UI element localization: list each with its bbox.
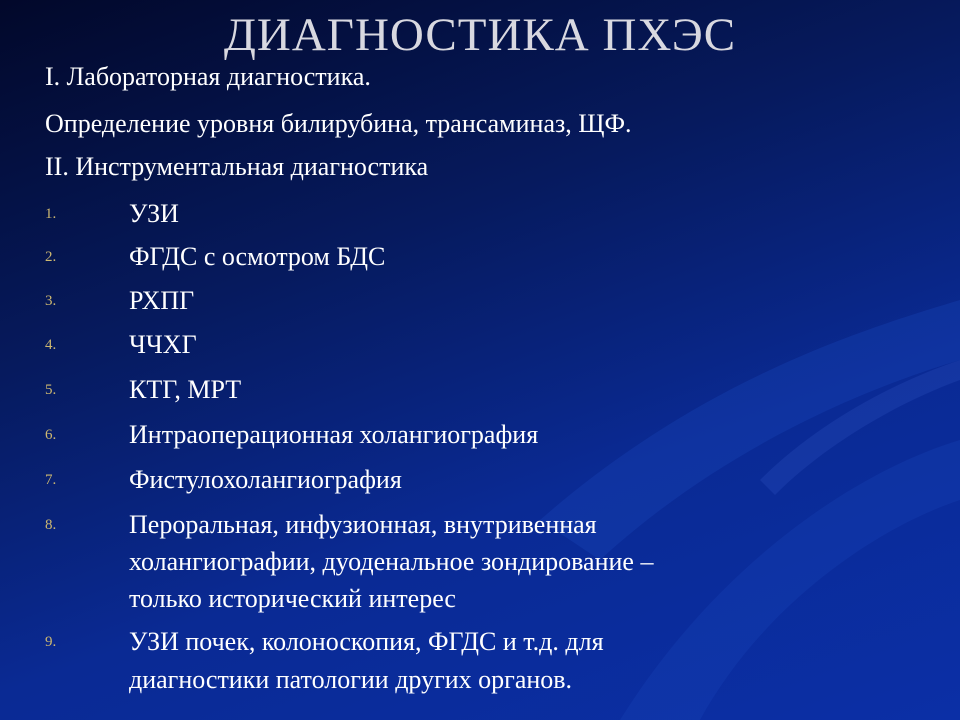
lab-description: Определение уровня билирубина, трансаминаз, ЩФ. <box>45 109 632 138</box>
slide-title: ДИАГНОСТИКА ПХЭС <box>223 9 737 61</box>
list-text: УЗИ почек, колоноскопия, ФГДС и т.д. для <box>129 627 604 656</box>
list-text: только исторический интерес <box>129 584 456 613</box>
list-text: холангиографии, дуоденальное зондирование – <box>129 547 654 576</box>
list-number: 2. <box>45 249 57 265</box>
list-number: 1. <box>45 206 57 222</box>
list-text: ФГДС с осмотром БДС <box>129 242 386 271</box>
list-text: диагностики патологии других органов. <box>129 665 573 694</box>
list-text: ЧЧХГ <box>129 330 197 359</box>
list-number: 6. <box>45 427 57 443</box>
list-number: 4. <box>45 337 57 353</box>
list-number: 5. <box>45 382 57 398</box>
section-instrumental-heading: II. Инструментальная диагностика <box>45 152 429 181</box>
list-number: 9. <box>45 634 57 650</box>
list-text: РХПГ <box>129 286 195 315</box>
list-number: 7. <box>45 472 57 488</box>
list-text: Пероральная, инфузионная, внутривенная <box>129 510 597 539</box>
section-lab-heading: I. Лабораторная диагностика. <box>45 62 371 91</box>
list-text: Интраоперационная холангиография <box>129 420 539 449</box>
list-number: 8. <box>45 517 57 533</box>
list-text: КТГ, МРТ <box>129 375 242 404</box>
list-number: 3. <box>45 293 57 309</box>
list-text: УЗИ <box>129 199 179 228</box>
list-text: Фистулохолангиография <box>129 465 402 494</box>
